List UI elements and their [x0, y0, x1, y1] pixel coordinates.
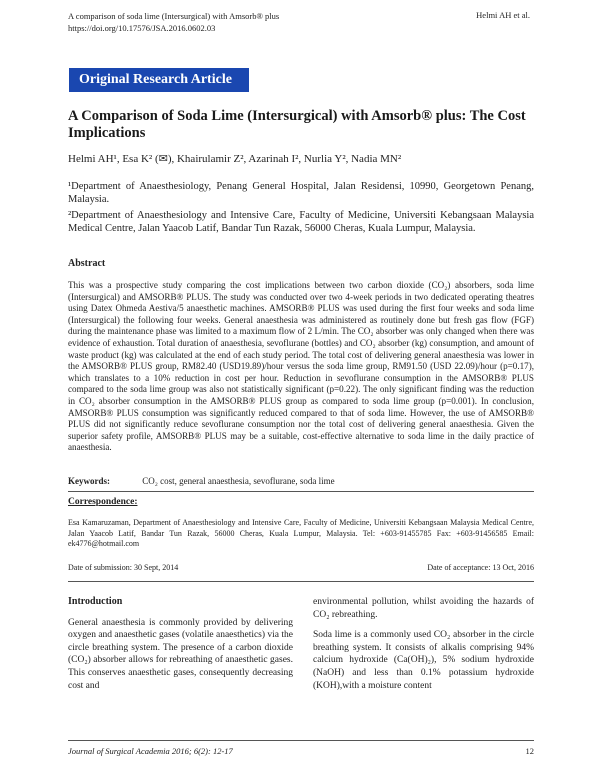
intro-right-column: [313, 596, 534, 700]
correspondence-text: Esa Kamaruzaman, Department of Anaesthesiology and Intensive Care, Faculty of Medicine, Universiti Kebangsaan Malaysia Medical Centre, Jalan Yaacob Latif, Bandar Tun Razak, 56000 Cheras, Kuala Lumpur, Malaysia. Tel: +603-91455785 Fax: +603-91456585 Email: ek4776@hotmail.com: [68, 518, 534, 548]
intro-paragraph-2: Soda lime is a commonly used CO₂ absorber in the circle breathing system. It consists of alkalis comprising 94% calcium hydroxide (Ca(OH)₂), 5% sodium hydroxide (NaOH) and less than 0.1% potassium hydroxide (KOH),with a moisture content: [313, 630, 534, 691]
affiliation-1: ¹Department of Anaesthesiology, Penang General Hospital, Jalan Residensi, 10990, Georgetown Penang, Malaysia.: [68, 181, 534, 205]
running-authors: Helmi AH et al.: [476, 10, 530, 20]
intro-left-column: [68, 596, 293, 700]
journal-citation: Journal of Surgical Academia 2016; 6(2): 12-17: [68, 746, 233, 756]
article-type-badge: Original Research Article: [69, 68, 249, 92]
intro-paragraph-1-cont: environmental pollution, whilst avoiding the hazards of CO₂ rebreathing.: [313, 597, 534, 620]
divider: [68, 581, 534, 582]
author-list: Helmi AH¹, Esa K² (✉), Khairulamir Z², Azarinah I², Nurlia Y², Nadia MN²: [68, 153, 402, 165]
acceptance-date: Date of acceptance: 13 Oct, 2016: [427, 563, 534, 572]
correspondence-heading: Correspondence:: [68, 497, 138, 507]
page-number: 12: [525, 746, 534, 756]
keywords-label: Keywords:: [68, 476, 110, 486]
intro-paragraph-1: General anaesthesia is commonly provided by delivering oxygen and anaesthetic gases (volatile anaesthetics) via the circle breathing system. The presence of a carbon dioxide (CO₂) absorber allows for rebreathing of anaesthetic gases. This conserves anaesthetic gases, consequently decreasing cost and: [68, 617, 294, 691]
footer-divider: [68, 740, 534, 741]
keywords-text: CO₂ cost, general anaesthesia, sevoflurane, soda lime: [142, 476, 335, 486]
intro-heading: Introduction: [68, 596, 123, 607]
submission-date: Date of submission: 30 Sept, 2014: [68, 563, 179, 572]
doi-link[interactable]: https://doi.org/10.17576/JSA.2016.0602.03: [68, 23, 216, 33]
divider: [68, 491, 534, 492]
running-header: [68, 10, 279, 34]
affiliations: [68, 180, 534, 238]
paper-title: A Comparison of Soda Lime (Intersurgical) with Amsorb® plus: The Cost Implications: [68, 108, 526, 141]
abstract-heading: Abstract: [68, 258, 106, 269]
abstract-text: This was a prospective study comparing the cost implications between two carbon dioxide (CO₂) absorbers, soda lime (Intersurgical) and AMSORB® PLUS. The study was conducted over two 4-week periods in two dedicated operating theatres using Datex Ohmeda Aestiva/5 anaesthetic machines. AMSORB® PLUS was used during the first four weeks and soda lime (Intersurgical) the following four weeks. General anaesthesia was administered as routinely done but fresh gas flow (FGF) during the maintenance phase was limited to a maximum flow of 2 L/min. The CO₂ absorber was only changed when there was evidence of exhaustion. Total duration of anaesthesia, sevoflurane (bottles) and CO₂ absorber (kg) consumption, and amount of waste product (kg) was calculated at the end of each study period. The total cost of delivering general anaesthesia was lower in the AMSORB® PLUS group, RM82.40 (USD19.89)/hour versus the soda lime group, RM91.50 (USD 22.09)/hour (p=0.17), which translates to a 10% reduction in cost per hour. Reduction in sevoflurane consumption in the AMSORB® PLUS compared to the soda lime group was also not statistically significant (p=0.22). The only significant finding was the reduction in CO₂ absorber consumption in the AMSORB® PLUS group as compared to soda lime group (p=0.001). In conclusion, AMSORB® PLUS consumption was significantly reduced compared to that of soda lime. However, the use of AMSORB® PLUS did not significantly reduce sevoflurane consumption nor the total cost of delivering general anaesthesia. Given the superior safety profile, AMSORB® PLUS may be a suitable, cost-effective alternative to soda lime in the daily practice of anaesthesia.: [68, 280, 534, 453]
affiliation-2: ²Department of Anaesthesiology and Intensive Care, Faculty of Medicine, Universiti Kebangsaan Malaysia Medical Centre, Jalan Yaacob Latif, Bandar Tun Razak, 56000 Cheras, Kuala Lumpur, Malaysia.: [68, 210, 534, 234]
keywords-row: [68, 476, 534, 486]
running-title: A comparison of soda lime (Intersurgical) with Amsorb® plus: [68, 11, 280, 21]
